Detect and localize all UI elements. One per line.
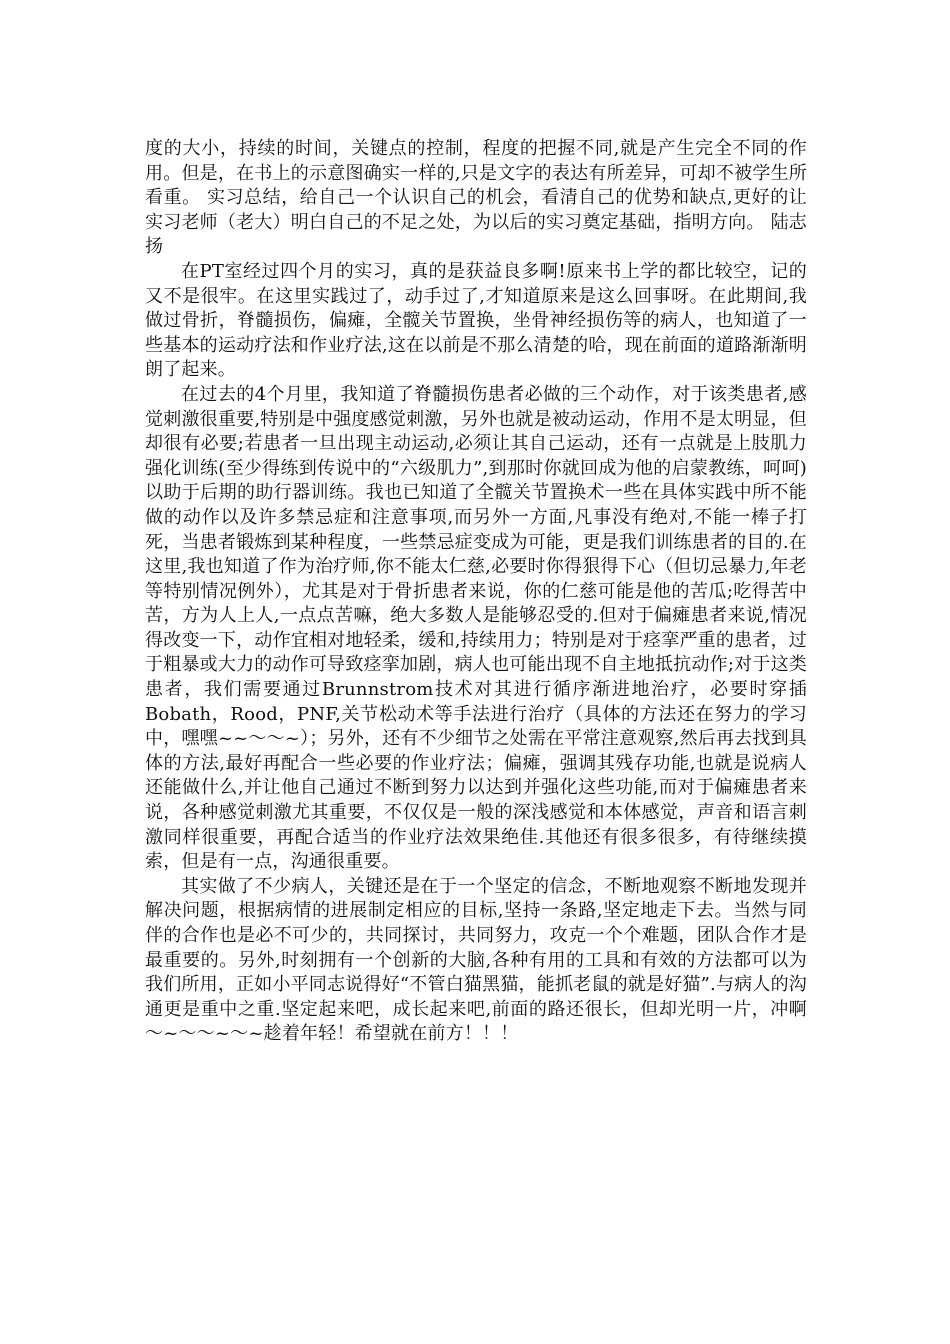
paragraph-4: 其实做了不少病人，关键还是在于一个坚定的信念，不断地观察不断地发现并解决问题，根据病情的进展制定相应的目标,坚持一条路,坚定地走下去。当然与同伴的合作也是必不可少的，共同探讨，共同努力，攻克一个个难题，团队合作才是最重要的。另外,时刻拥有一个创新的大脑,各种有用的工具和有效的方法都可以为我们所用，正如小平同志说得好“不管白猫黑猫，能抓老鼠的就是好猫”.与病人的沟通更是重中之重.坚定起来吧，成长起来吧,前面的路还很长，但却光明一片，冲啊～~～～~～~趁着年轻！希望就在前方！！！	[145, 875, 807, 1045]
paragraph-2: 在PT室经过四个月的实习，真的是获益良多啊!原来书上学的都比较空，记的又不是很牢。在这里实践过了，动手过了,才知道原来是这么回事呀。在此期间,我做过骨折，脊髓损伤，偏瘫，全髋关节置换，坐骨神经损伤等的病人，也知道了一些基本的运动疗法和作业疗法,这在以前是不那么清楚的哈，现在前面的道路渐渐明朗了起来。	[145, 260, 807, 381]
paragraph-3: 在过去的4个月里，我知道了脊髓损伤患者必做的三个动作，对于该类患者,感觉刺激很重要,特别是中强度感觉刺激，另外也就是被动运动，作用不是太明显，但却很有必要;若患者一旦出现主动运动,必须让其自己运动，还有一点就是上肢肌力强化训练(至少得练到传说中的“六级肌力”,到那时你就回成为他的启蒙教练，呵呵)以助于后期的助行器训练。我也已知道了全髋关节置换术一些在具体实践中所不能做的动作以及许多禁忌症和注意事项,而另外一方面,凡事没有绝对,不能一棒子打死，当患者锻炼到某种程度，一些禁忌症变成为可能，更是我们训练患者的目的.在这里,我也知道了作为治疗师,你不能太仁慈,必要时你得狠得下心（但切忌暴力,年老等特别情况例外），尤其是对于骨折患者来说，你的仁慈可能是他的苦瓜;吃得苦中苦，方为人上人,一点点苦嘛，绝大多数人是能够忍受的.但对于偏瘫患者来说,情况得改变一下，动作宜相对地轻柔，缓和,持续用力；特别是对于痉挛严重的患者，过于粗暴或大力的动作可导致痉挛加剧，病人也可能出现不自主地抵抗动作;对于这类患者，我们需要通过Brunnstrom技术对其进行循序渐进地治疗，必要时穿插Bobath，Rood，PNF,关节松动术等手法进行治疗（具体的方法还在努力的学习中，嘿嘿~~～～~）；另外，还有不少细节之处需在平常注意观察,然后再去找到具体的方法,最好再配合一些必要的作业疗法；偏瘫，强调其残存功能,也就是说病人还能做什么,并让他自己通过不断到努力以达到并强化这些功能,而对于偏瘫患者来说，各种感觉刺激尤其重要，不仅仅是一般的深浅感觉和本体感觉，声音和语言刺激同样很重要，再配合适当的作业疗法效果绝佳.其他还有很多很多，有待继续摸索，但是有一点，沟通很重要。	[145, 383, 807, 873]
document-body	[145, 137, 807, 1047]
paragraph-1: 度的大小，持续的时间，关键点的控制，程度的把握不同,就是产生完全不同的作用。但是，在书上的示意图确实一样的,只是文字的表达有所差异，可却不被学生所看重。 实习总结，给自己一个认识自己的机会，看清自己的优势和缺点,更好的让实习老师（老大）明白自己的不足之处，为以后的实习奠定基础，指明方向。 陆志扬	[145, 138, 807, 258]
